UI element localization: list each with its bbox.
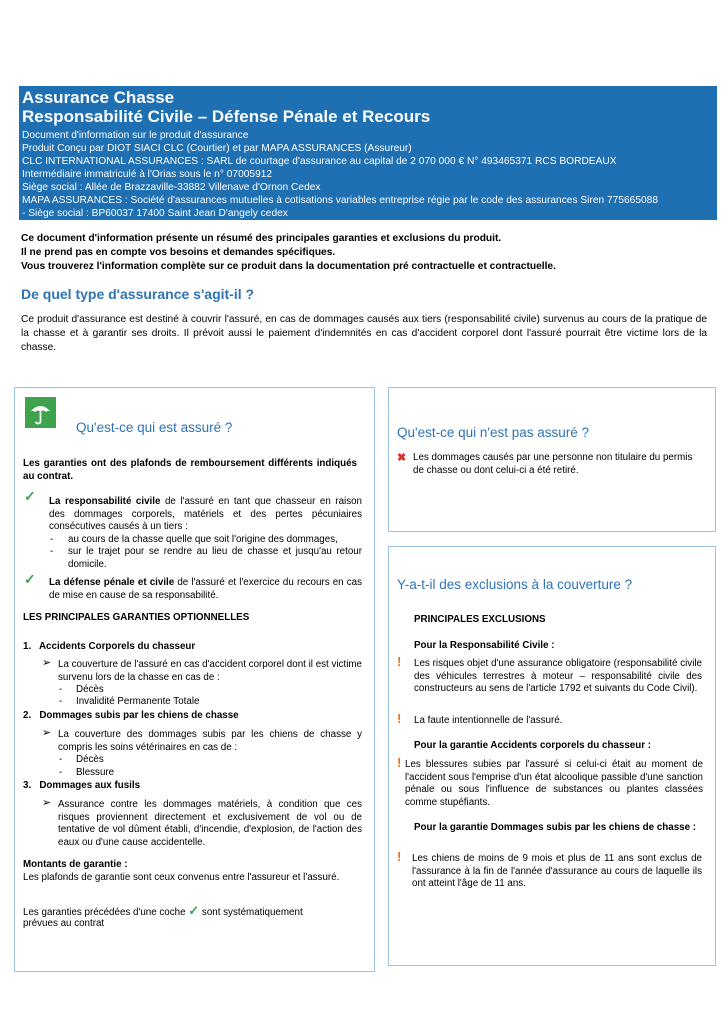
exclusions-heading: PRINCIPALES EXCLUSIONS [414, 614, 546, 625]
arrow-right-icon: ➢ [42, 797, 52, 809]
exclusions-title: Y-a-t-il des exclusions à la couverture ? [397, 577, 633, 592]
option1-title: 1. Accidents Corporels du chasseur [23, 641, 196, 652]
arrow-right-icon: ➢ [42, 727, 52, 739]
option1-sub2: Invalidité Permanente Totale [76, 696, 200, 707]
header-banner [19, 86, 717, 220]
option3-text: Assurance contre les dommages matériels, à condition que ces risques proviennent directement et exclusivement de vol ou de tentative de vol dûment établi, d'incendie, d'explosion, de l'action des eaux ou d'une cause accidentelle. [58, 799, 362, 848]
exclamation-icon: ! [397, 654, 402, 669]
acc-exclusion-item: Les blessures subies par l'assuré si celui-ci était au moment de l'accident sous l'emprise d'un état alcoolique passible d'une sanction pénale ou sous l'influence de substances ou plantes classées comme stupéfiants. [405, 759, 703, 808]
exclamation-icon: ! [397, 755, 402, 770]
rc-text: de l'assuré en tant que chasseur en raison des dommages corporels, matériels et des pertes pécuniaires consécutives causés à un tiers : [49, 496, 362, 532]
dp-text: de l'assuré et l'exercice du recours en cas de mise en cause de sa responsabilité. [49, 577, 363, 601]
bullet-dash: - [59, 767, 63, 778]
coche-note-after: sont systématiquement [201, 907, 303, 918]
bullet-dash: - [59, 684, 63, 695]
header-line: Produit Conçu par DIOT SIACI CLC (Courtier) et par MAPA ASSURANCES (Assureur) [22, 143, 412, 154]
dp-label: La défense pénale et civile [49, 577, 175, 588]
intro-line: Ce document d'information présente un résumé des principales garanties et exclusions du produit. [21, 233, 502, 244]
dog-exclusions-heading: Pour la garantie Dommages subis par les chiens de chasse : [414, 822, 697, 833]
not-insured-title: Qu'est-ce qui n'est pas assuré ? [397, 425, 590, 440]
options-heading: LES PRINCIPALES GARANTIES OPTIONNELLES [23, 612, 250, 623]
not-insured-item: Les dommages causés par une personne non titulaire du permis de chasse ou dont celui-ci a été retiré. [413, 452, 693, 476]
intro-line: Vous trouverez l'information complète sur ce produit dans la documentation pré contractuelle et contractuelle. [21, 261, 556, 272]
plafonds-text: Les garanties ont des plafonds de remboursement différents indiqués au contrat. [23, 458, 357, 482]
option1-text: La couverture de l'assuré en cas d'accident corporel dont il est victime survenu lors de la chasse en cas de : [58, 659, 362, 683]
option2-text: La couverture des dommages subis par les chiens de chasse y compris les soins vétérinaires en cas de : [58, 729, 362, 753]
header-line: Intermédiaire immatriculé à l'Orias sous le n° 07005912 [22, 169, 273, 180]
option2-sub1: Décès [76, 754, 104, 765]
intro-text [21, 232, 556, 274]
option3-title: 3. Dommages aux fusils [23, 780, 141, 791]
montants-text: Les plafonds de garantie sont ceux convenus entre l'assureur et l'assuré. [23, 872, 340, 883]
bullet-dash: - [50, 546, 54, 557]
check-icon: ✓ [24, 571, 36, 587]
exclamation-icon: ! [397, 711, 402, 726]
header-line: Siège social : Allée de Brazzaville-33882 Villenave d'Ornon Cedex [22, 182, 321, 193]
bullet-dash: - [59, 754, 63, 765]
intro-line: Il ne prend pas en compte vos besoins et demandes spécifiques. [21, 247, 336, 258]
umbrella-icon [25, 397, 56, 428]
montants-title: Montants de garantie : [23, 859, 128, 870]
header-line: MAPA ASSURANCES : Société d'assurances mutuelles à cotisations variables entreprise régie par le code des assurances Siren 775665088 [22, 195, 658, 206]
doc-subtitle: Responsabilité Civile – Défense Pénale et Recours [22, 107, 431, 126]
type-description: Ce produit d'assurance est destiné à couvrir l'assuré, en cas de dommages causés aux tiers (responsabilité civile) survenus au cours de la pratique de la chasse et à garantir ses droits. Il prévoit aussi le paiement d'indemnités en cas d'accident corporel dont l'assuré pourrait être victime lors de la chasse. [21, 314, 707, 354]
doc-title: Assurance Chasse [22, 88, 175, 107]
check-icon: ✓ [188, 903, 200, 918]
header-line: - Siège social : BP60037 17400 Saint Jean D'angely cedex [22, 208, 288, 219]
dog-exclusion-item: Les chiens de moins de 9 mois et plus de 11 ans sont exclus de l'assurance à la fin de l'année d'assurance au cours de laquelle ils ont atteint l'âge de 11 ans. [412, 853, 702, 889]
arrow-right-icon: ➢ [42, 657, 52, 669]
bullet-dash: - [50, 534, 54, 545]
cross-icon: ✖ [397, 452, 407, 464]
type-heading: De quel type d'assurance s'agit-il ? [21, 286, 255, 302]
rc-exclusion-item: La faute intentionnelle de l'assuré. [414, 715, 563, 726]
header-line: Document d'information sur le produit d'assurance [22, 130, 249, 141]
rc-exclusion-item: Les risques objet d'une assurance obligatoire (responsabilité civile des véhicules terrestres à moteur – responsabilité civile des constructeurs au sens de l'article 1792 et suivants du Code Civil). [414, 658, 702, 694]
coche-note-before: Les garanties précédées d'une coche [23, 907, 186, 918]
option1-sub1: Décès [76, 684, 104, 695]
bullet-dash: - [59, 696, 63, 707]
exclusions-box [388, 546, 716, 966]
acc-exclusions-heading: Pour la garantie Accidents corporels du chasseur : [414, 740, 652, 751]
insured-title: Qu'est-ce qui est assuré ? [76, 420, 233, 435]
rc-guarantee [49, 496, 362, 534]
dp-guarantee [49, 577, 362, 602]
coche-note-end: prévues au contrat [23, 918, 105, 929]
option2-sub2: Blessure [76, 767, 115, 778]
rc-exclusions-heading: Pour la Responsabilité Civile : [414, 640, 555, 651]
exclamation-icon: ! [397, 849, 402, 864]
rc-sub2: sur le trajet pour se rendre au lieu de chasse et jusqu'au retour domicile. [68, 546, 362, 570]
option2-title: 2. Dommages subis par les chiens de chasse [23, 710, 239, 721]
rc-label: La responsabilité civile [49, 496, 161, 507]
header-info [22, 129, 658, 220]
rc-sub1: au cours de la chasse quelle que soit l'origine des dommages, [68, 534, 338, 545]
check-icon: ✓ [24, 488, 36, 504]
header-line: CLC INTERNATIONAL ASSURANCES : SARL de courtage d'assurance au capital de 2 070 000 € N° 493465371 RCS BORDEAUX [22, 156, 617, 167]
